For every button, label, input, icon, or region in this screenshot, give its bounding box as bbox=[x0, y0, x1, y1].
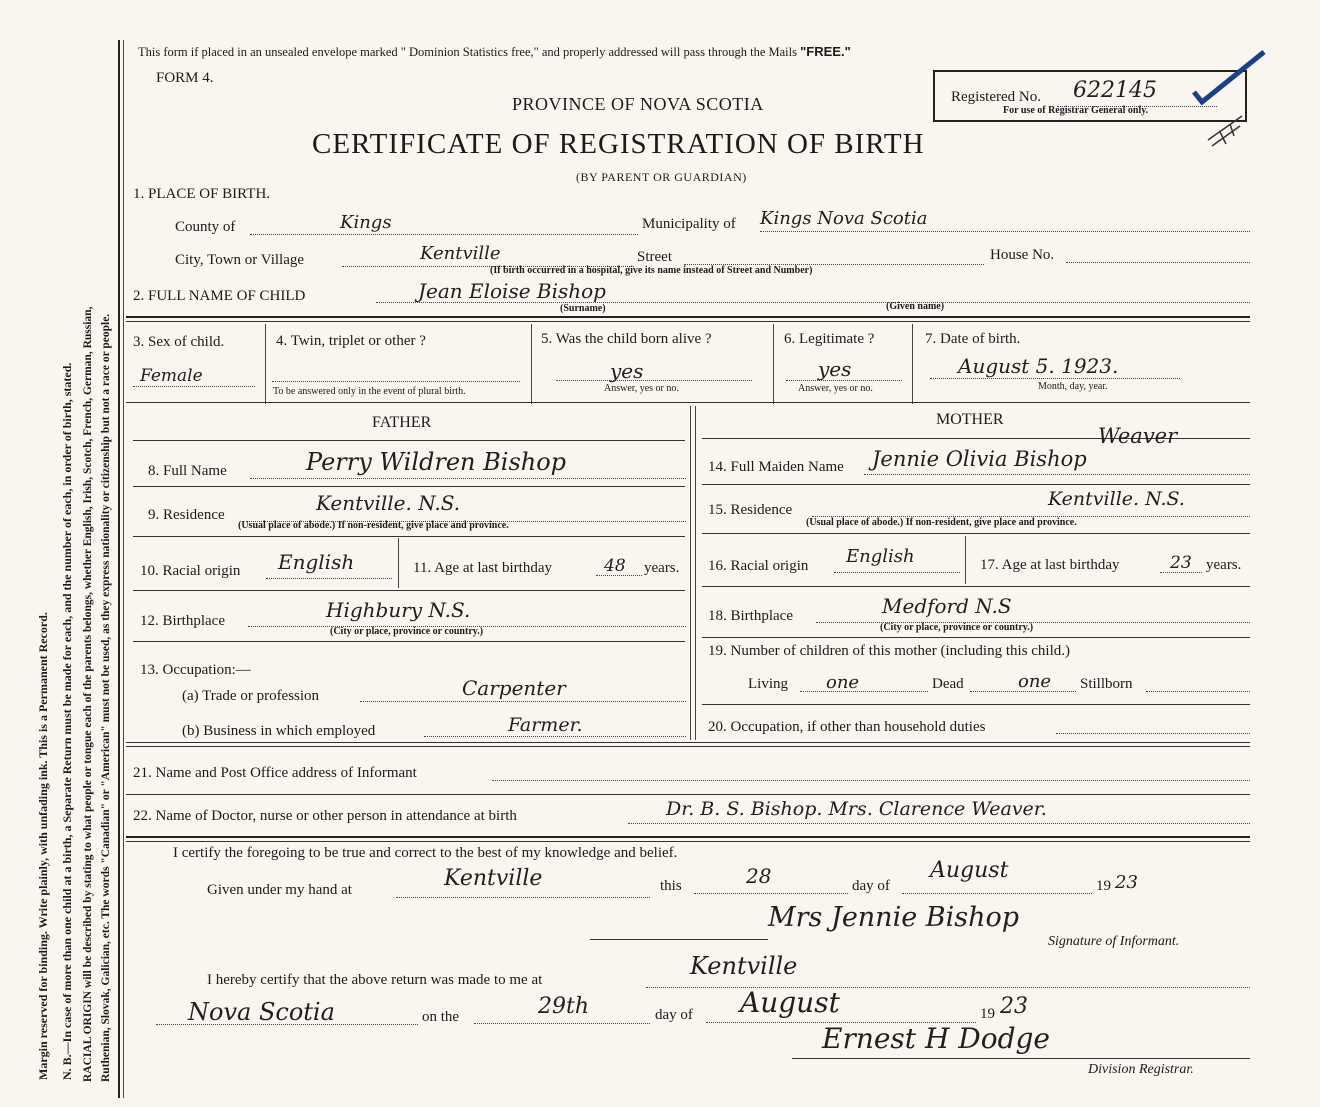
children-count-label: 19. Number of children of this mother (including this child.) bbox=[708, 643, 1071, 659]
registration-day: 29th bbox=[538, 994, 590, 1019]
registration-province: Nova Scotia bbox=[188, 998, 335, 1026]
registered-label: Registered No. bbox=[951, 89, 1041, 105]
given-name-note: (Given name) bbox=[886, 301, 945, 312]
mother-residence-note: (Usual place of abode.) If non-resident, give place and province. bbox=[806, 517, 1077, 528]
on-the-label: on the bbox=[422, 1009, 460, 1025]
dead-value: one bbox=[1018, 671, 1052, 692]
registration-year-prefix: 19 bbox=[980, 1006, 995, 1022]
father-years-label: years. bbox=[644, 560, 680, 576]
father-business-value: Farmer. bbox=[508, 714, 583, 736]
dead-label: Dead bbox=[932, 676, 964, 692]
born-alive-note: Answer, yes or no. bbox=[604, 383, 679, 394]
registered-value: 622145 bbox=[1073, 78, 1157, 103]
mother-occupation-label: 20. Occupation, if other than household duties bbox=[708, 719, 986, 735]
doctor-label: 22. Name of Doctor, nurse or other person in attendance at birth bbox=[133, 808, 517, 824]
certify-statement: I certify the foregoing to be true and correct to the best of my knowledge and belief. bbox=[173, 845, 678, 861]
father-name-value: Perry Wildren Bishop bbox=[306, 448, 567, 476]
municipality-value: Kings Nova Scotia bbox=[760, 208, 928, 229]
given-month-value: August bbox=[930, 858, 1009, 883]
this-label: this bbox=[660, 878, 682, 894]
father-residence-value: Kentville. N.S. bbox=[316, 491, 461, 515]
registration-day-of-label: day of bbox=[655, 1007, 693, 1023]
city-label: City, Town or Village bbox=[175, 252, 305, 268]
surname-note: (Surname) bbox=[560, 303, 606, 314]
registration-place: Kentville bbox=[690, 952, 798, 980]
registration-year: 23 bbox=[1000, 994, 1028, 1019]
signature-label: Signature of Informant. bbox=[1048, 934, 1180, 949]
mother-heading: MOTHER bbox=[936, 411, 1004, 428]
given-day-value: 28 bbox=[746, 864, 772, 888]
sex-value: Female bbox=[140, 366, 203, 386]
mother-birthplace-value: Medford N.S bbox=[882, 594, 1012, 618]
father-birthplace-note: (City or place, province or country.) bbox=[330, 626, 484, 637]
father-race-label: 10. Racial origin bbox=[140, 563, 241, 579]
father-age-value: 48 bbox=[604, 556, 626, 576]
mother-birthplace-note: (City or place, province or country.) bbox=[880, 622, 1034, 633]
page-title: CERTIFICATE OF REGISTRATION OF BIRTH bbox=[312, 128, 925, 160]
city-value: Kentville bbox=[420, 243, 501, 264]
mother-race-value: English bbox=[846, 546, 915, 567]
father-race-value: English bbox=[278, 550, 355, 574]
stillborn-label: Stillborn bbox=[1080, 676, 1133, 692]
informant-signature: Mrs Jennie Bishop bbox=[768, 902, 1020, 933]
born-alive-value: yes bbox=[610, 359, 644, 383]
father-occupation-label: 13. Occupation:— bbox=[140, 662, 251, 678]
check-mark-icon bbox=[1190, 48, 1270, 158]
born-alive-label: 5. Was the child born alive ? bbox=[541, 331, 712, 347]
father-trade-value: Carpenter bbox=[462, 676, 566, 700]
father-birthplace-value: Highbury N.S. bbox=[326, 598, 471, 622]
province-title: PROVINCE OF NOVA SCOTIA bbox=[512, 94, 764, 114]
father-age-label: 11. Age at last birthday bbox=[413, 560, 552, 576]
given-year-value: 23 bbox=[1115, 872, 1138, 893]
living-label: Living bbox=[748, 676, 788, 692]
father-name-label: 8. Full Name bbox=[148, 463, 227, 479]
living-value: one bbox=[826, 672, 860, 693]
mother-age-label: 17. Age at last birthday bbox=[980, 557, 1120, 573]
form-number: FORM 4. bbox=[156, 70, 214, 86]
registrar-statement: I hereby certify that the above return was made to me at bbox=[207, 972, 543, 988]
mother-name-label: 14. Full Maiden Name bbox=[708, 459, 844, 475]
margin-note-4: Ruthenian, Slovak, Galician, etc. The words "Canadian" or "American" must not be used, as they express nationality or citizenship but not a race or people. bbox=[100, 313, 112, 1082]
registration-month: August bbox=[740, 986, 840, 1019]
mail-notice: This form if placed in an unsealed envelope marked " Dominion Statistics free," and properly addressed will pass through the Mails "FREE." bbox=[138, 44, 851, 59]
mother-residence-value: Kentville. N.S. bbox=[1048, 488, 1185, 510]
twin-label: 4. Twin, triplet or other ? bbox=[276, 333, 426, 349]
twin-note: To be answered only in the event of plural birth. bbox=[273, 386, 466, 397]
free-label: "FREE." bbox=[800, 44, 851, 59]
mother-residence-label: 15. Residence bbox=[708, 502, 793, 518]
margin-note-3: RACIAL ORIGIN will be described by stating to what people or tongue each of the parents belongs, whether English, Irish, Scotch, French, German, Russian, bbox=[82, 306, 94, 1082]
sex-label: 3. Sex of child. bbox=[133, 334, 225, 350]
mother-age-value: 23 bbox=[1170, 553, 1192, 573]
mother-name-value: Jennie Olivia Bishop bbox=[872, 447, 1087, 471]
mother-years-label: years. bbox=[1206, 557, 1242, 573]
date-of-birth-label: 7. Date of birth. bbox=[925, 331, 1021, 347]
hospital-note: (If birth occurred in a hospital, give its name instead of Street and Number) bbox=[490, 265, 813, 276]
registrar-signature: Ernest H Dodge bbox=[822, 1022, 1050, 1055]
child-name-label: 2. FULL NAME OF CHILD bbox=[133, 288, 306, 304]
page-subtitle: (BY PARENT OR GUARDIAN) bbox=[576, 170, 747, 184]
county-label: County of bbox=[175, 219, 236, 235]
father-heading: FATHER bbox=[372, 414, 432, 431]
day-of-label: day of bbox=[852, 878, 890, 894]
date-of-birth-note: Month, day, year. bbox=[1038, 381, 1108, 392]
mother-name-correction: Weaver bbox=[1098, 424, 1178, 448]
given-place-value: Kentville bbox=[444, 866, 543, 891]
date-of-birth-value: August 5. 1923. bbox=[958, 354, 1119, 378]
division-registrar-label: Division Registrar. bbox=[1088, 1062, 1194, 1077]
informant-label: 21. Name and Post Office address of Informant bbox=[133, 765, 417, 781]
mother-race-label: 16. Racial origin bbox=[708, 558, 809, 574]
given-label: Given under my hand at bbox=[207, 882, 352, 898]
county-value: Kings bbox=[340, 212, 392, 233]
house-number-label: House No. bbox=[990, 247, 1055, 263]
margin-note-2: N. B.—In case of more than one child at a birth, a Separate Return must be made for each, and the number of each, in order of birth, stated. bbox=[60, 362, 74, 1080]
legitimate-label: 6. Legitimate ? bbox=[784, 331, 875, 347]
legitimate-value: yes bbox=[818, 357, 852, 381]
margin-note-1: Margin reserved for binding. Write plainly, with unfading ink. This is a Permanent Record. bbox=[36, 612, 50, 1080]
doctor-value: Dr. B. S. Bishop. Mrs. Clarence Weaver. bbox=[666, 798, 1047, 820]
place-of-birth-heading: 1. PLACE OF BIRTH. bbox=[133, 186, 271, 202]
registrar-note: For use of Registrar General only. bbox=[1003, 105, 1149, 116]
legitimate-note: Answer, yes or no. bbox=[798, 383, 873, 394]
municipality-label: Municipality of bbox=[642, 216, 736, 232]
child-name-value: Jean Eloise Bishop bbox=[418, 279, 606, 303]
street-label: Street bbox=[637, 249, 672, 265]
father-trade-label: (a) Trade or profession bbox=[182, 688, 320, 704]
father-residence-label: 9. Residence bbox=[148, 507, 225, 523]
given-year-prefix: 19 bbox=[1096, 878, 1111, 894]
mother-birthplace-label: 18. Birthplace bbox=[708, 608, 793, 624]
father-business-label: (b) Business in which employed bbox=[182, 723, 376, 739]
father-birthplace-label: 12. Birthplace bbox=[140, 613, 225, 629]
father-residence-note: (Usual place of abode.) If non-resident, give place and province. bbox=[238, 520, 509, 531]
